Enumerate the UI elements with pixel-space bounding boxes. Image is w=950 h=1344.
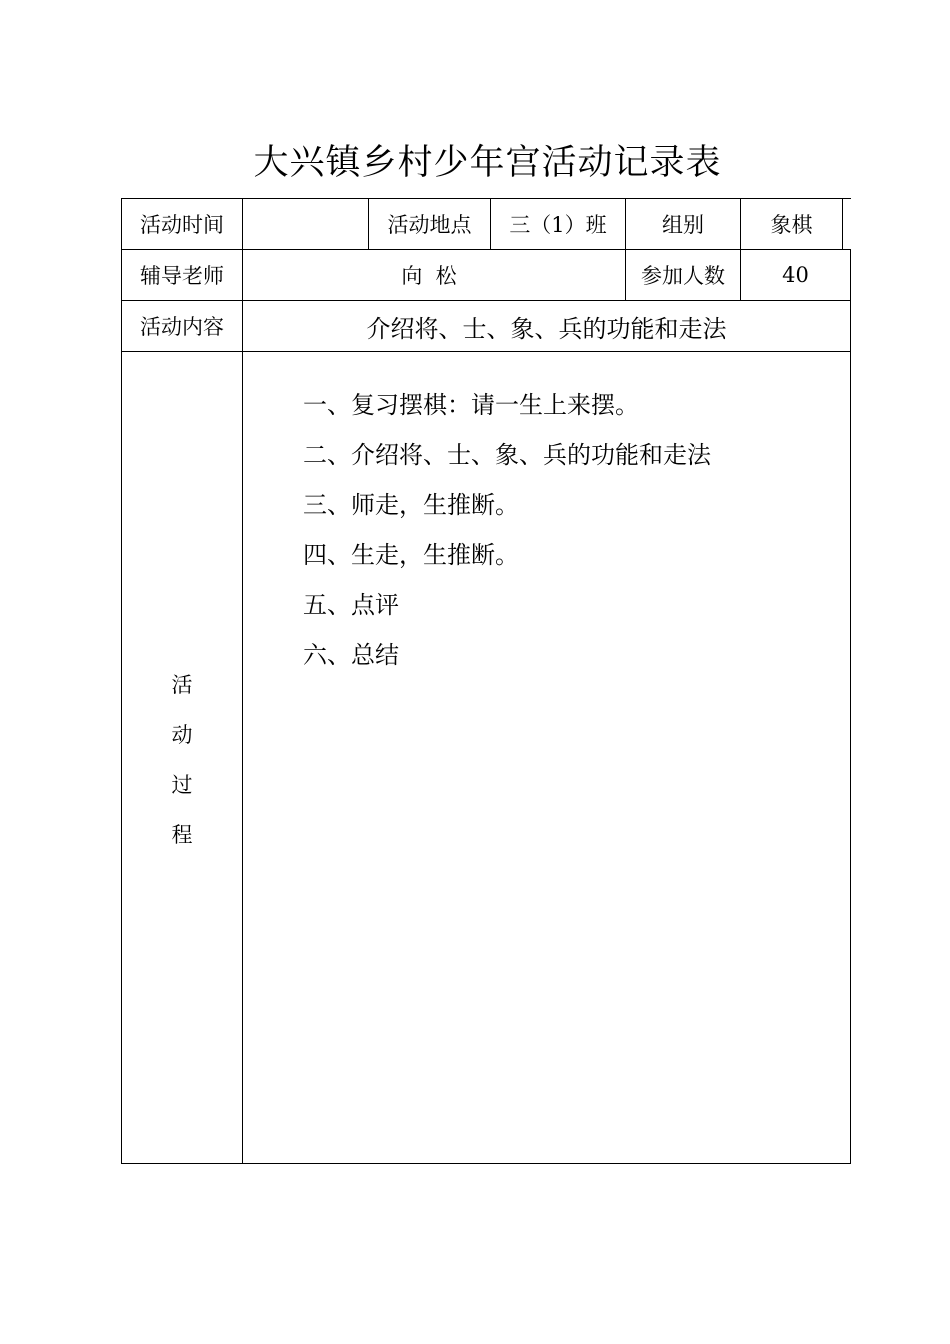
activity-time-label: 活动时间 xyxy=(140,213,224,237)
process-step: 五、点评 xyxy=(303,591,399,619)
activity-content-value: 介绍将、士、象、兵的功能和走法 xyxy=(366,314,727,343)
process-label-char: 动 xyxy=(171,723,193,747)
activity-process-steps xyxy=(303,380,711,680)
col-divider-r1-e xyxy=(842,198,843,250)
activity-location-label: 活动地点 xyxy=(387,213,472,237)
process-step: 二、介绍将、士、象、兵的功能和走法 xyxy=(303,441,711,469)
activity-time-value xyxy=(243,199,368,249)
activity-location-value: 三（1）班 xyxy=(509,213,607,237)
process-label-char: 活 xyxy=(171,673,193,697)
process-step: 三、师走，生推断。 xyxy=(303,491,519,519)
process-step: 六、总结 xyxy=(303,641,399,669)
teacher-label: 辅导老师 xyxy=(140,264,224,288)
process-step: 一、复习摆棋：请一生上来摆。 xyxy=(303,391,639,419)
process-label-char: 程 xyxy=(171,823,193,847)
participant-count-value: 40 xyxy=(782,263,809,287)
process-step: 四、生走，生推断。 xyxy=(303,541,519,569)
page-title: 大兴镇乡村少年宫活动记录表 xyxy=(253,143,722,183)
teacher-value: 向 松 xyxy=(401,264,457,288)
group-label: 组别 xyxy=(662,213,704,237)
activity-process-label xyxy=(122,660,242,860)
table-rule-3 xyxy=(121,351,851,352)
process-label-char: 过 xyxy=(171,773,193,797)
activity-content-label: 活动内容 xyxy=(140,315,224,339)
table-border-right xyxy=(850,249,851,1164)
table-border-bottom xyxy=(121,1163,851,1164)
group-value: 象棋 xyxy=(770,213,813,237)
participant-count-label: 参加人数 xyxy=(641,264,725,288)
